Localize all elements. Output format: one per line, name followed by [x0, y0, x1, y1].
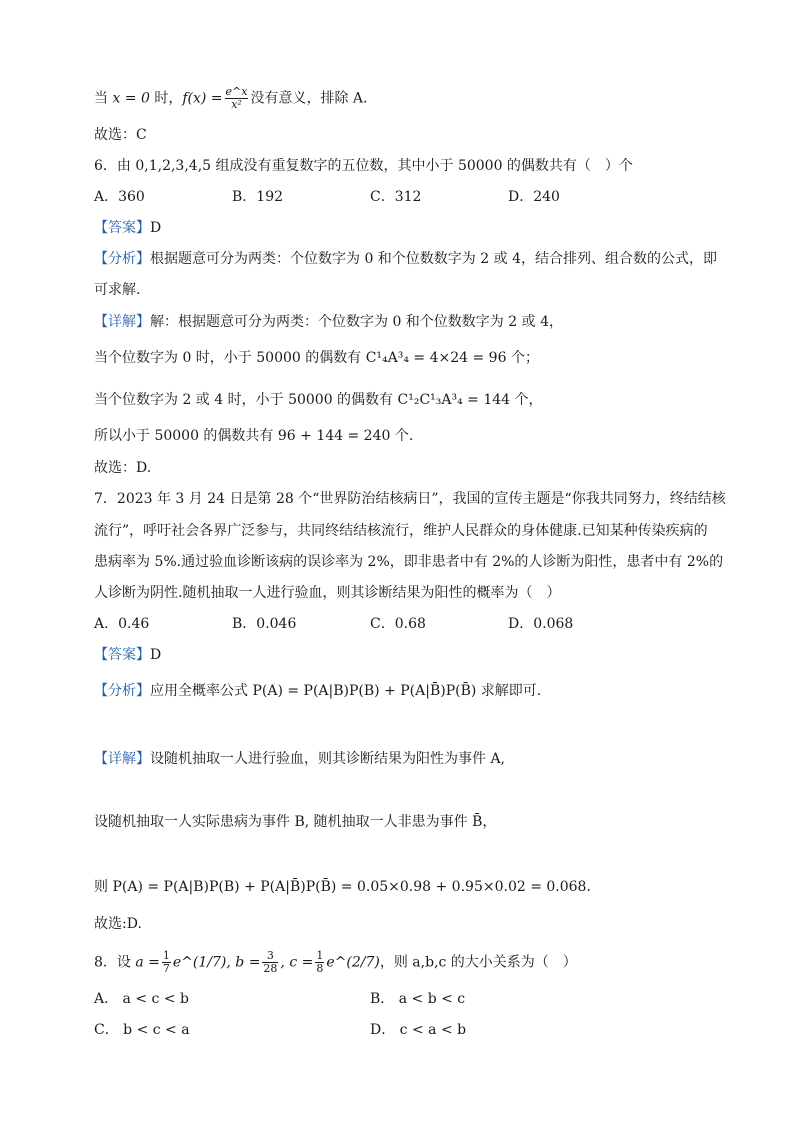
q7-stem-line-2: 流行”，呼吁社会各界广泛参与，共同终结结核流行，维护人民群众的身体健康.已知某种传染疾病的 — [94, 523, 708, 539]
fraction-numerator: 3 — [262, 950, 278, 963]
text: 时， — [149, 90, 183, 107]
q8-option-d: D． c < a < b — [370, 1022, 467, 1038]
q5-conclusion-line — [94, 86, 367, 111]
q7-analysis — [94, 681, 541, 701]
detail-text: 设随机抽取一人进行验血，则其诊断结果为阳性为事件 A, — [150, 751, 506, 767]
fraction — [225, 86, 249, 111]
q7-option-a: A．0.46 — [94, 616, 150, 632]
fraction-c — [315, 950, 324, 975]
q7-detail-line-2: 设随机抽取一人实际患病为事件 B, 随机抽取一人非患为事件 B̄， — [94, 814, 497, 830]
text: 当 — [94, 90, 113, 107]
fraction-denominator: 8 — [316, 962, 324, 975]
analysis-text: 应用全概率公式 P(A) = P(A|B)P(B) + P(A|B̄)P(B̄) 求解即可. — [150, 683, 542, 699]
math-function: f(x) = — [182, 90, 223, 107]
q8-option-c: C． b < c < a — [94, 1022, 190, 1038]
text: ，则 a,b,c 的大小关系为（ ） — [379, 954, 577, 971]
q6-choice: 故选：D. — [94, 460, 152, 476]
fraction-b — [262, 950, 278, 975]
q6-option-b: B．192 — [232, 189, 284, 205]
q6-answer — [94, 218, 161, 238]
q5-choice: 故选：C — [94, 127, 147, 143]
math-b: , b = — [226, 954, 261, 971]
answer-value: D — [150, 647, 162, 663]
text: 8．设 — [94, 954, 136, 971]
q7-stem-line-3: 患病率为 5%.通过验血诊断该病的误诊率为 2%，即非患者中有 2%的人诊断为阳性，患者中有 2%的 — [94, 554, 724, 570]
detail-tag: 【详解】 — [94, 751, 150, 767]
q8-option-b: B． a < b < c — [370, 991, 466, 1007]
q7-stem-line-4: 人诊断为阴性.随机抽取一人进行验血，则其诊断结果为阳性的概率为（ ） — [94, 585, 561, 601]
q6-detail-line-4: 所以小于 50000 的偶数共有 96 + 144 = 240 个. — [94, 428, 414, 444]
q8-stem — [94, 950, 577, 975]
q6-detail-line-1 — [94, 312, 563, 332]
q7-stem-line-1: 7．2023 年 3 月 24 日是第 28 个“世界防治结核病日”，我国的宣传主题是“你我共同努力，终结结核 — [94, 491, 726, 507]
fraction-numerator: 1 — [162, 949, 170, 962]
fraction-numerator: 1 — [316, 949, 324, 962]
math-condition: x = 0 — [112, 90, 150, 107]
math-a: a = — [135, 954, 160, 971]
fraction-numerator: e^x — [225, 85, 248, 98]
q7-option-d: D．0.068 — [508, 616, 574, 632]
fraction-denominator: 28 — [263, 962, 278, 975]
q6-analysis-line-2: 可求解. — [94, 282, 141, 298]
q7-option-b: B．0.046 — [232, 616, 297, 632]
q6-option-a: A．360 — [94, 189, 145, 205]
q8-option-a: A． a < c < b — [94, 991, 189, 1007]
q7-detail-line-3: 则 P(A) = P(A|B)P(B) + P(A|B̄)P(B̄) = 0.05×0.98 + 0.95×0.02 = 0.068. — [94, 879, 591, 895]
text: 没有意义，排除 A. — [250, 90, 368, 107]
q6-detail-line-2: 当个位数字为 0 时，小于 50000 的偶数有 C¹₄A³₄ = 4×24 = 96 个； — [94, 350, 539, 366]
analysis-text: 根据题意可分为两类：个位数字为 0 和个位数数字为 2 或 4，结合排列、组合数的公式，即 — [150, 251, 717, 267]
math-exp-c: e^(2/7) — [326, 954, 380, 971]
answer-tag: 【答案】 — [94, 647, 150, 663]
fraction-denominator: 7 — [162, 962, 170, 975]
math-c: , c = — [280, 954, 314, 971]
detail-tag: 【详解】 — [94, 314, 150, 330]
q7-answer — [94, 645, 161, 665]
answer-tag: 【答案】 — [94, 220, 150, 236]
analysis-tag: 【分析】 — [94, 683, 150, 699]
q7-choice: 故选:D. — [94, 916, 142, 932]
q7-option-c: C．0.68 — [370, 616, 426, 632]
fraction-denominator: x² — [231, 98, 242, 111]
detail-text: 解：根据题意可分为两类：个位数字为 0 和个位数数字为 2 或 4， — [150, 314, 563, 330]
q6-option-c: C．312 — [370, 189, 422, 205]
q6-detail-line-3: 当个位数字为 2 或 4 时，小于 50000 的偶数有 C¹₂C¹₃A³₄ = 144 个， — [94, 392, 543, 408]
q6-stem: 6．由 0,1,2,3,4,5 组成没有重复数字的五位数，其中小于 50000 的偶数共有（ ）个 — [94, 158, 633, 174]
answer-value: D — [150, 220, 162, 236]
fraction-a — [162, 950, 171, 975]
q7-detail-line-1 — [94, 749, 505, 769]
q6-option-d: D．240 — [508, 189, 560, 205]
math-exp-a: e^(1/7) — [172, 954, 227, 971]
q6-analysis-line-1 — [94, 249, 717, 269]
analysis-tag: 【分析】 — [94, 251, 150, 267]
